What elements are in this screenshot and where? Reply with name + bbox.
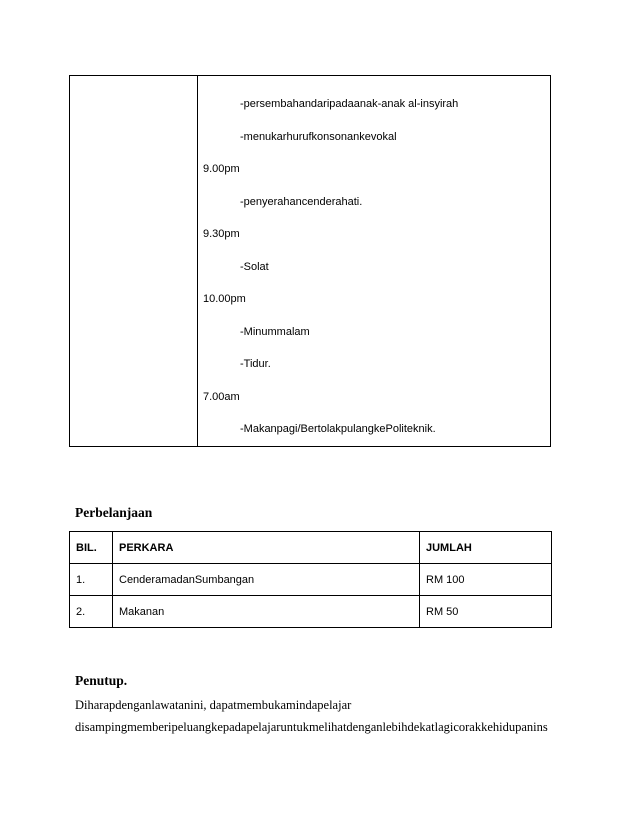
schedule-time: 10.00pm [203,293,246,305]
closing-paragraph-line-2: disampingmemberipeluangkepadapelajaruntukmelihatdenganlebihdekatlagicorakkehidupanins [75,720,548,734]
table-cell-perkara: Makanan [113,596,420,628]
column-header-jumlah: JUMLAH [420,532,552,564]
table-cell-jumlah: RM 50 [420,596,552,628]
schedule-activity: -Solat [240,260,269,273]
table-cell-bil: 2. [70,596,113,628]
expenses-table [69,531,552,628]
schedule-activity: -Tidur. [240,358,271,370]
schedule-activity: -menukarhurufkonsonankevokal [240,130,397,143]
schedule-table [69,75,551,447]
closing-paragraph-line-1: Diharapdenganlawatanini, dapatmembukamindapelajar [75,698,352,712]
table-row [70,596,552,628]
schedule-activity: -Makanpagi/BertolakpulangkePoliteknik. [240,423,436,435]
schedule-time: 7.00am [203,390,240,403]
table-cell-bil: 1. [70,564,113,596]
schedule-time: 9.30pm [203,228,240,240]
column-header-perkara: PERKARA [113,532,420,564]
schedule-activity: -Minummalam [240,325,310,338]
closing-heading: Penutup. [75,673,128,688]
table-cell-perkara: CenderamadanSumbangan [113,564,420,596]
schedule-activity: -persembahandaripadaanak-anak al-insyirah [240,98,459,110]
table-column-divider [197,76,198,446]
table-cell-jumlah: RM 100 [420,564,552,596]
table-row [70,564,552,596]
column-header-bil: BIL. [70,532,113,564]
schedule-activity: -penyerahancenderahati. [240,195,363,208]
table-header-row [70,532,552,564]
expenses-heading: Perbelanjaan [75,505,153,520]
schedule-time: 9.00pm [203,163,240,175]
